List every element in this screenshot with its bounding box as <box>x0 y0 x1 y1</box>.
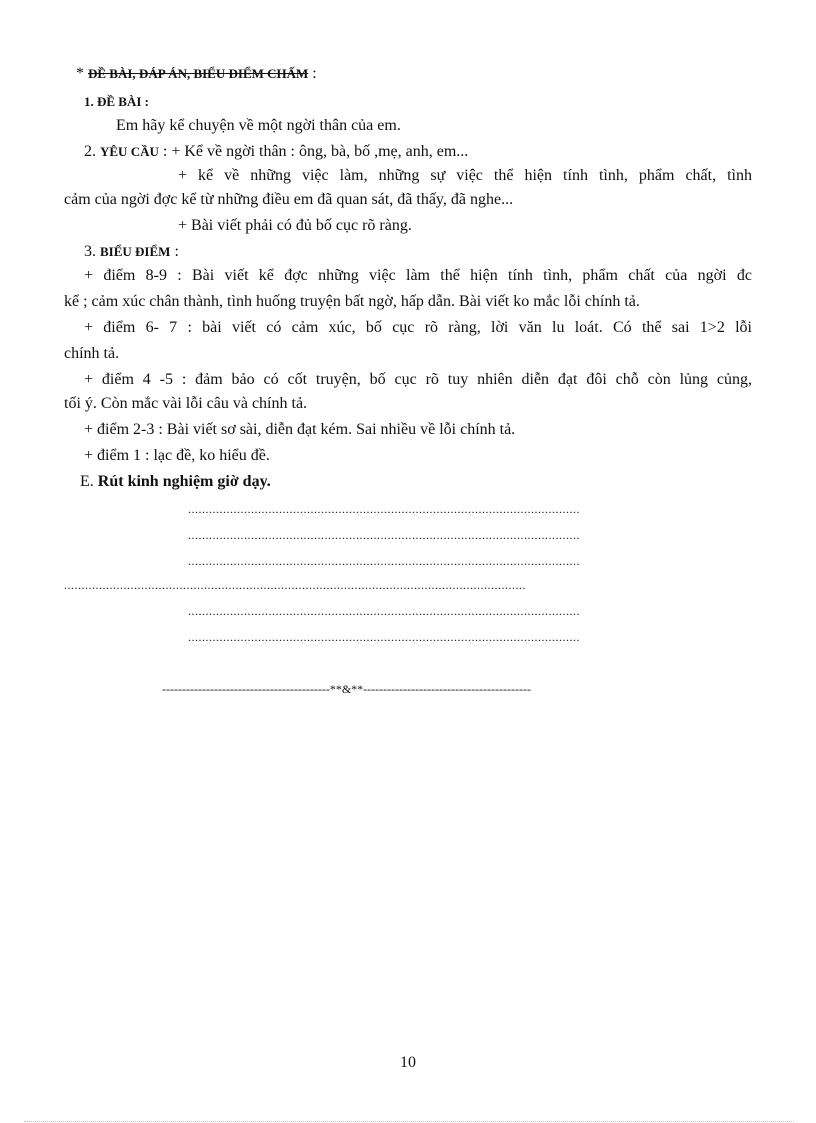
note-line-4: .................................................................................................................................... <box>64 578 526 592</box>
note-line-6: ................................................................................................................ <box>188 630 580 644</box>
note-line-5: ................................................................................................................ <box>188 604 580 618</box>
section-3-heading <box>84 242 179 262</box>
heading-title: ĐỀ BÀI, ĐÁP ÁN, BIỂU ĐIỂM CHẤM <box>88 66 309 81</box>
section-e-letter: E. <box>80 473 98 490</box>
section-1-prompt: Em hãy kể chuyện về một ngời thân của em. <box>116 117 401 134</box>
section-2-label: YÊU CẦU <box>100 144 159 159</box>
section-2-requirement-4: + Bài viết phải có đủ bố cục rõ ràng. <box>178 217 412 234</box>
criterion-4-5-line-1: + điểm 4 -5 : đảm bảo có cốt truyện, bố cục rõ tuy nhiên diễn đạt đôi chỗ còn lủng củng, <box>84 371 752 388</box>
section-2-requirement-1: : + Kể về ngời thân : ông, bà, bố ,mẹ, anh, em... <box>158 143 469 160</box>
section-2-requirement-2: + kể về những việc làm, những sự việc thể hiện tính tình, phẩm chất, tình <box>178 167 752 184</box>
document-heading <box>76 64 317 84</box>
section-3-number: 3. <box>84 243 100 260</box>
section-1-label: 1. ĐỀ BÀI : <box>84 94 150 109</box>
section-e-title: Rút kinh nghiệm giờ dạy. <box>97 473 271 490</box>
criterion-6-7-line-1: + điểm 6- 7 : bài viết có cảm xúc, bố cục rõ ràng, lời văn lu loát. Có thể sai 1>2 lỗi <box>84 319 752 336</box>
end-separator: ------------------------------------------**&**------------------------------------------ <box>162 682 532 696</box>
note-line-3: ................................................................................................................ <box>188 554 580 568</box>
page-number: 10 <box>400 1054 416 1071</box>
heading-star: * <box>76 65 88 82</box>
note-line-1: ................................................................................................................ <box>188 502 580 516</box>
section-3-colon: : <box>170 243 179 260</box>
heading-colon: : <box>308 65 317 82</box>
section-2-line-1 <box>84 142 468 162</box>
section-2-requirement-3: cảm của ngời đợc kể từ những điều em đã quan sát, đã thấy, đã nghe... <box>64 191 514 208</box>
criterion-1: + điểm 1 : lạc đề, ko hiểu đề. <box>84 447 270 464</box>
criterion-6-7-line-2: chính tả. <box>64 345 120 362</box>
criterion-4-5-line-2: tối ý. Còn mắc vài lỗi câu và chính tả. <box>64 395 308 412</box>
note-line-2: ................................................................................................................ <box>188 528 580 542</box>
criterion-8-9-line-2: kể ; cảm xúc chân thành, tình huống truyện bất ngờ, hấp dẫn. Bài viết ko mắc lỗi chính tả. <box>64 293 640 310</box>
section-3-label: BIỂU ĐIỂM <box>100 244 171 259</box>
section-2-number: 2. <box>84 143 100 160</box>
page-bottom-border <box>24 1121 794 1122</box>
criterion-2-3: + điểm 2-3 : Bài viết sơ sài, diễn đạt kém. Sai nhiều về lỗi chính tả. <box>84 421 516 438</box>
criterion-8-9-line-1: + điểm 8-9 : Bài viết kể đợc những việc làm thể hiện tính tình, phẩm chất của ngời đc <box>84 267 752 284</box>
section-e-heading <box>80 472 271 492</box>
